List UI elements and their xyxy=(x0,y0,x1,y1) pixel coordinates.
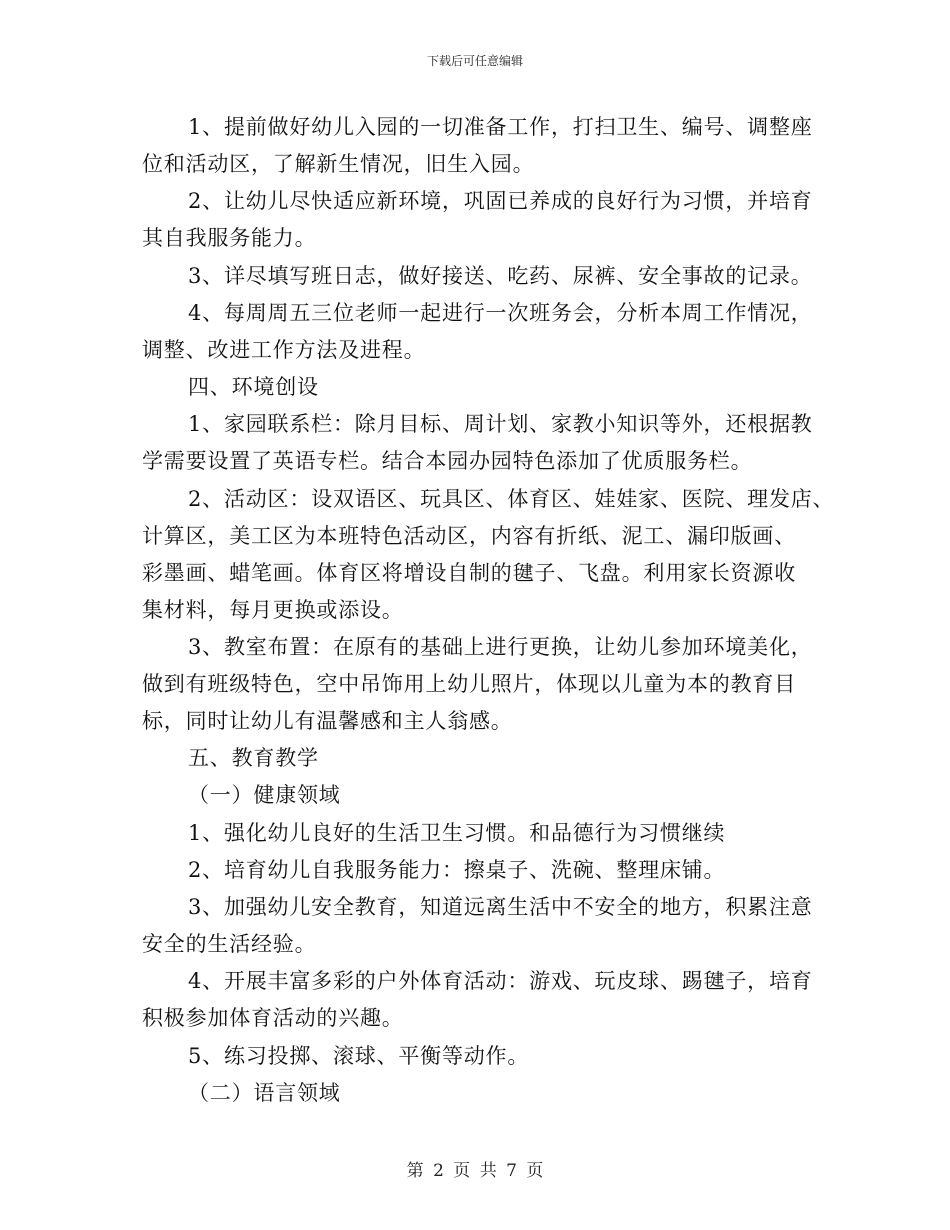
paragraph-line: 3、教室布置：在原有的基础上进行更换，让幼儿参加环境美化， xyxy=(188,635,813,659)
paragraph-line: 位和活动区，了解新生情况，旧生入园。 xyxy=(142,152,535,176)
section-heading: 五、教育教学 xyxy=(188,746,319,770)
page-header-note: 下载后可任意编辑 xyxy=(426,54,523,68)
paragraph-line: 其自我服务能力。 xyxy=(142,226,317,250)
subsection-heading: （一）健康领域 xyxy=(188,783,341,807)
section-heading: 四、环境创设 xyxy=(188,375,319,399)
paragraph-line: 3、加强幼儿安全教育，知道远离生活中不安全的地方，积累注意 xyxy=(188,895,813,919)
paragraph-line: 积极参加体育活动的兴趣。 xyxy=(142,1006,404,1030)
paragraph-line: 计算区，美工区为本班特色活动区，内容有折纸、泥工、漏印版画、 xyxy=(142,524,796,548)
paragraph-line: 标，同时让幼儿有温馨感和主人翁感。 xyxy=(142,709,513,733)
paragraph-line: 1、强化幼儿良好的生活卫生习惯。和品德行为习惯继续 xyxy=(188,821,726,845)
paragraph-line: 2、让幼儿尽快适应新环境，巩固已养成的良好行为习惯，并培育 xyxy=(188,189,813,213)
paragraph-line: 彩墨画、蜡笔画。体育区将增设自制的毽子、飞盘。利用家长资源收 xyxy=(142,561,796,585)
subsection-heading: （二）语言领域 xyxy=(188,1081,341,1105)
page-number-footer: 第 2 页 共 7 页 xyxy=(406,1161,544,1181)
paragraph-line: 调整、改进工作方法及进程。 xyxy=(142,338,426,362)
paragraph-line: 集材料，每月更换或添设。 xyxy=(142,598,404,622)
paragraph-line: 4、每周周五三位老师一起进行一次班务会，分析本周工作情况， xyxy=(188,301,813,325)
paragraph-line: 4、开展丰富多彩的户外体育活动：游戏、玩皮球、踢毽子，培育 xyxy=(188,969,813,993)
paragraph-line: 2、培育幼儿自我服务能力：擦桌子、洗碗、整理床铺。 xyxy=(188,858,726,882)
paragraph-line: 5、练习投掷、滚球、平衡等动作。 xyxy=(188,1044,530,1068)
paragraph-line: 1、家园联系栏：除月目标、周计划、家教小知识等外，还根据教 xyxy=(188,412,813,436)
paragraph-line: 2、活动区：设双语区、玩具区、体育区、娃娃家、医院、理发店、 xyxy=(188,487,835,511)
paragraph-line: 做到有班级特色，空中吊饰用上幼儿照片，体现以儿童为本的教育目 xyxy=(142,672,796,696)
paragraph-line: 安全的生活经验。 xyxy=(142,932,317,956)
paragraph-line: 3、详尽填写班日志，做好接送、吃药、尿裤、安全事故的记录。 xyxy=(188,264,813,288)
paragraph-line: 1、提前做好幼儿入园的一切准备工作，打扫卫生、编号、调整座 xyxy=(188,115,813,139)
paragraph-line: 学需要设置了英语专栏。结合本园办园特色添加了优质服务栏。 xyxy=(142,449,753,473)
